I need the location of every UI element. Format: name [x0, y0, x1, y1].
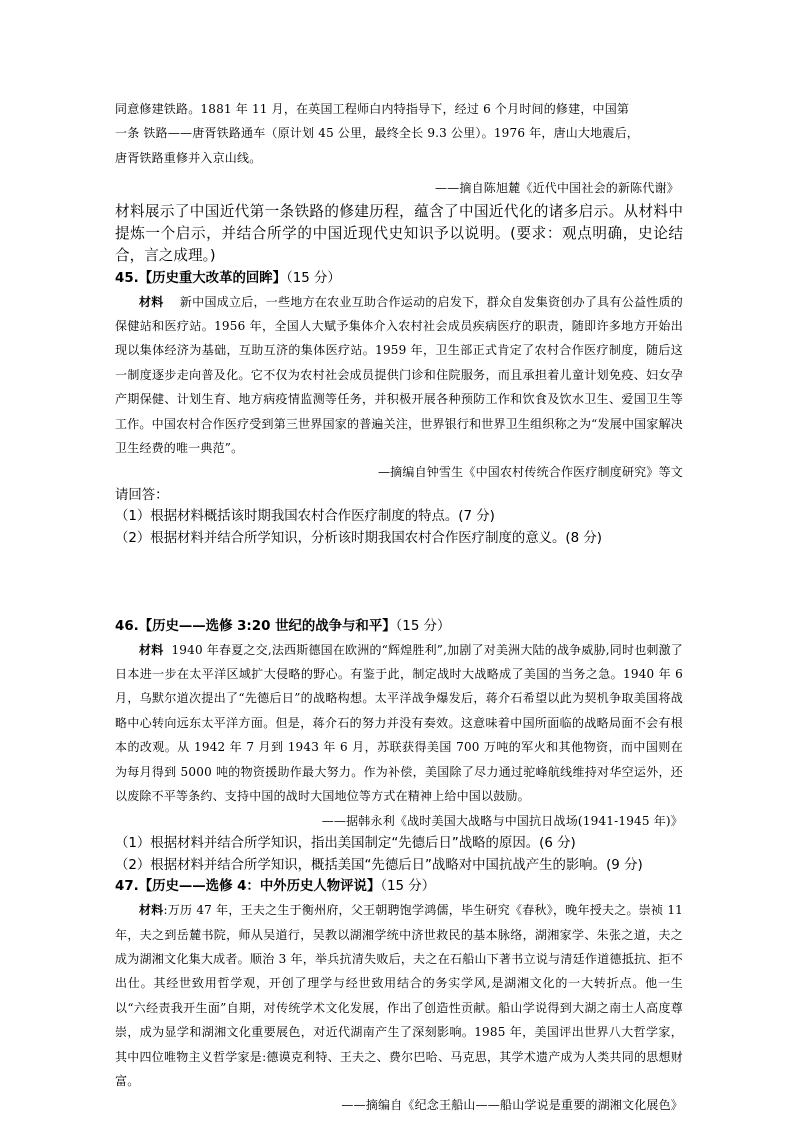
answer-prompt: 请回答：	[115, 487, 169, 503]
question-score: （15 分）	[286, 270, 341, 286]
material-line: 一条 铁路——唐胥铁路通车（原计划 45 公里，最终全长 9.3 公里）。1976 年，唐山大地震后，	[115, 126, 639, 141]
material-body	[115, 290, 683, 461]
material-body	[115, 638, 683, 809]
question-title	[115, 876, 683, 898]
question-score: （15 分）	[380, 879, 436, 895]
question-title-text: 47.【历史——选修 4：中外历史人物评说】	[115, 879, 381, 895]
material-text: :万历 47 年，王夫之生于衡州府，父王朝聘饱学鸿儒，毕生研究《春秋》，晚年授夫之。崇祯 11 年，夫之到岳麓书院，师从吴道行，吴教以湖湘学统中济世救民的基本脉络，湖湘家学、朱张之道，夫之成为湖湘文化集大成者。顺治 3 年，举兵抗清失败后，夫之在石船山下著书立说与清廷作道德抵抗、拒不出仕。其经世致用哲学观，开创了理学与经世致用结合的务实学风,是湖湘文化的一大转折点。他一生以“六经责我开生面”自期，对传统学术文化发展，作出了创造性贡献。船山学说得到大湖之南士人高度尊崇，成为显学和湖湘文化重要展色，对近代湖南产生了深刻影响。1985 年，美国评出世界八大哲学家，其中四位唯物主义哲学家是:德谟克利特、王夫之、费尔巴哈、马克思，其学术遗产成为人类共同的思想财富。	[115, 903, 683, 1088]
material-text: 新中国成立后，一些地方在农业互助合作运动的启发下，群众自发集资创办了具有公益性质的保健站和医疗站。1956 年，全国人大赋予集体介入农村社会成员疾病医疗的职责，随即许多地方开始出现以集体经济为基础，互助互济的集体医疗站。1959 年，卫生部正式肯定了农村合作医疗制度，随后这一制度逐步走向普及化。它不仅为农村社会成员提供门诊和住院服务，而且承担着儿童计划免疫、妇女孕产期保健、计划生育、地方病疫情监测等任务，并积极开展各种预防工作和饮食及饮水卫生、爱国卫生等工作。中国农村合作医疗受到第三世界国家的普遍关注，世界银行和世界卫生组织称之为“发展中国家解决卫生经费的唯一典范”。	[115, 294, 683, 456]
material-text: 1940 年春夏之交,法西斯德国在欧洲的“辉煌胜利”,加剧了对美洲大陆的战争威胁,同时也刺激了日本进一步在太平洋区域扩大侵略的野心。有鉴于此，制定战时大战略成了美国的当务之急。1940 年 6 月，乌默尔道次提出了“先德后日”的战略构想。太平洋战争爆发后，蒋介石希望以此为契机争取美国将战略中心转向远东太平洋方面。但是，蒋介石的努力并没有奏效。这意味着中国所面临的战略局面不会有根本的改观。从 1942 年 7 月到 1943 年 6 月，苏联获得美国 700 万吨的军火和其他物资，而中国则在为每月得到 5000 吨的物资援助作最大努力。作为补偿，美国除了尽力通过驼峰航线维持对华空运外，还以废除不平等条约、支持中国的战时大国地位等方式在精神上给中国以鼓励。	[115, 642, 683, 804]
question-47	[115, 876, 683, 1118]
material-label: 材料	[139, 294, 164, 309]
question-45	[115, 268, 683, 550]
question-title	[115, 268, 683, 290]
material-source: —摘编自钟雪生《中国农村传统合作医疗制度研究》等文	[377, 465, 683, 480]
question-score: （15 分）	[395, 618, 451, 634]
material-line: 同意修建铁路。1881 年 11 月，在英国工程师白内特指导下，经过 6 个月时间的修建，中国第	[115, 102, 630, 116]
sub-question: （1）根据材料概括该时期我国农村合作医疗制度的特点。(7 分)	[115, 509, 495, 525]
sub-question: （1）根据材料并结合所学知识，指出美国制定“先德后日”战略的原因。(6 分)	[115, 835, 576, 851]
q44-material-tail	[115, 97, 683, 267]
sub-question: （2）根据材料并结合所学知识，分析该时期我国农村合作医疗制度的意义。(8 分)	[115, 531, 603, 547]
material-label: 材料	[139, 642, 164, 657]
question-46	[115, 616, 683, 876]
answer-space	[115, 550, 683, 616]
question-title-text: 45.【历史重大改革的回眸】	[115, 270, 287, 286]
question-title-text: 46.【历史——选修 3:20 世纪的战争与和平】	[115, 618, 396, 634]
material-source: ——摘自陈旭麓《近代中国社会的新陈代谢》	[434, 181, 679, 196]
material-line: 唐胥铁路重修并入京山线。	[115, 150, 262, 165]
material-source: ——据韩永利《战时美国大战略与中国抗日战场(1941-1945 年)》	[321, 813, 683, 828]
question-task: 材料展示了中国近代第一条铁路的修建历程，蕴含了中国近代化的诸多启示。从材料中提炼一个启示，并结合所学的中国近现代史知识予以说明。(要求：观点明确，史论结合，言之成理。)	[115, 202, 683, 264]
material-body	[115, 898, 683, 1093]
sub-question: （2）根据材料并结合所学知识，概括美国“先德后日”战略对中国抗战产生的影响。(9 分)	[115, 857, 643, 873]
document-page	[115, 97, 683, 1118]
material-label: 材料	[139, 903, 164, 918]
material-source: ——摘编自《纪念王船山——船山学说是重要的湖湘文化展色》	[341, 1098, 683, 1113]
question-title	[115, 616, 683, 638]
